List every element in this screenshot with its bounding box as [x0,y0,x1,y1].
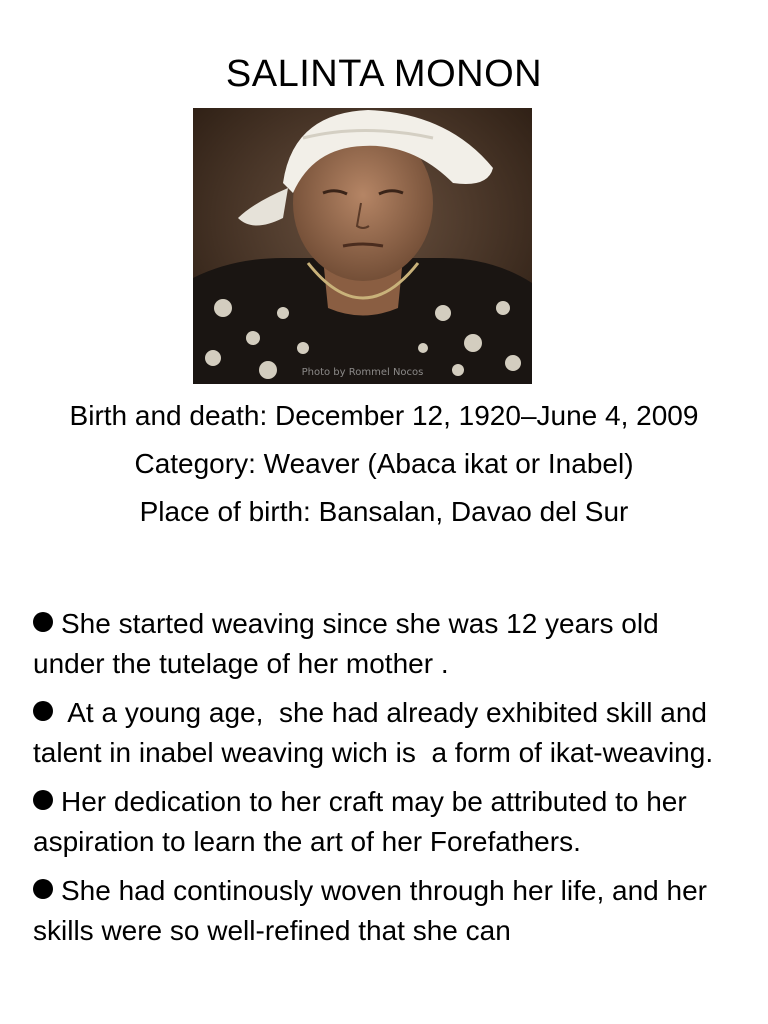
bullet-icon [33,879,53,899]
list-item [33,604,733,684]
bullet-icon [33,790,53,810]
bullet-icon [33,701,53,721]
portrait-image [193,108,532,384]
bullet-text: She started weaving since she was 12 years old under the tutelage of her mother . [33,608,659,679]
category-text: Category: Weaver (Abaca ikat or Inabel) [134,448,634,479]
place-of-birth-text: Place of birth: Bansalan, Davao del Sur [139,496,629,527]
bullet-text: She had continously woven through her life, and her skills were so well-refined that she can [33,875,707,946]
bullet-list [33,604,733,960]
photo-caption: Photo by Rommel Nocos [301,367,424,378]
birth-death-text: Birth and death: December 12, 1920–June 4, 2009 [69,400,699,431]
bullet-text: Her dedication to her craft may be attributed to her aspiration to learn the art of her Forefathers. [33,786,687,857]
info-block [40,396,728,540]
list-item [33,782,733,862]
list-item [33,693,733,773]
page-title: SALINTA MONON [225,53,543,95]
portrait-icon [193,108,532,384]
list-item [33,871,733,951]
bullet-text: At a young age, she had already exhibited skill and talent in inabel weaving wich is a form of ikat-weaving. [33,697,715,768]
bullet-icon [33,612,53,632]
